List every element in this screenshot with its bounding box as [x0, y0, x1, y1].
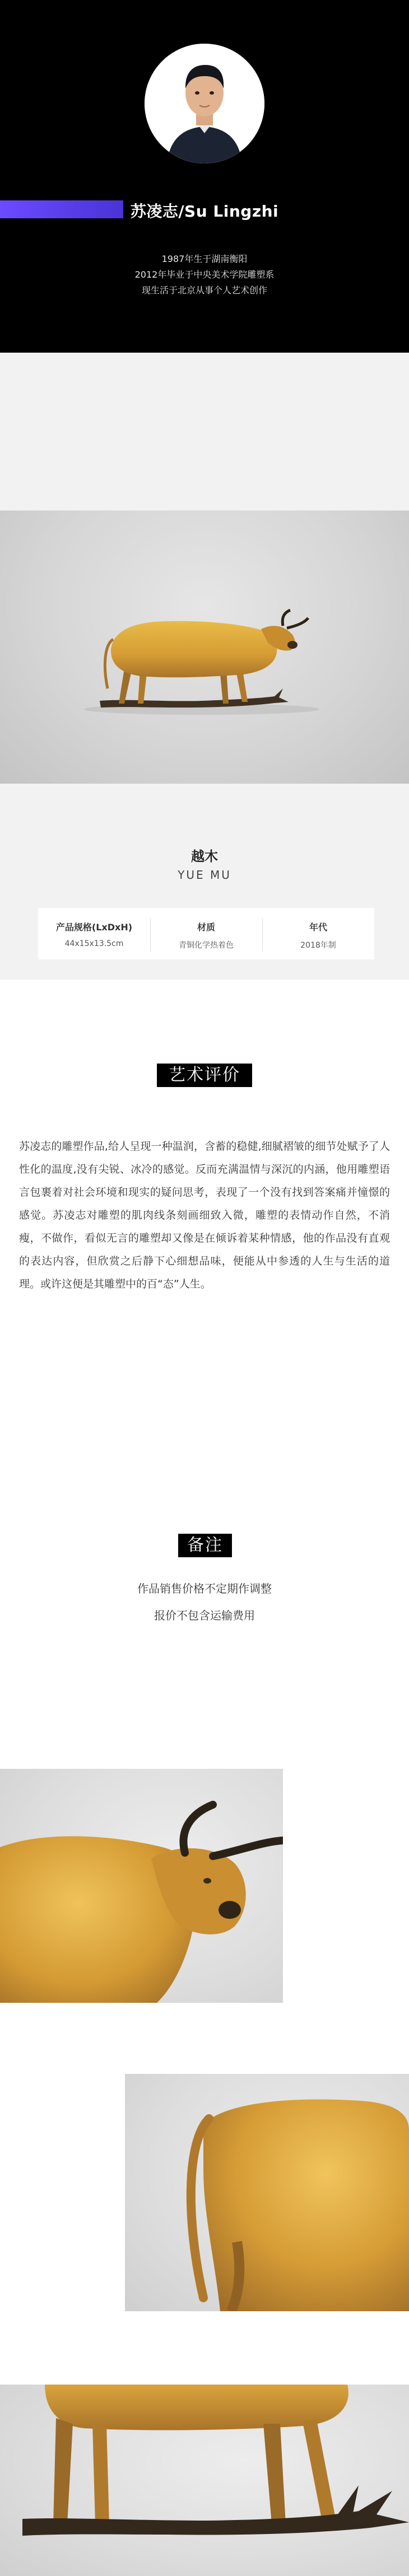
- sculpture-detail-rear: [125, 2074, 409, 2311]
- artwork-title-en: YUE MU: [178, 868, 231, 882]
- spec-size: [38, 908, 150, 959]
- sculpture-detail-base: [0, 2385, 409, 2576]
- sculpture-detail-head: [0, 1769, 283, 2003]
- spacer-band: [0, 353, 409, 510]
- bronze-ox-image: [0, 510, 409, 784]
- note-heading: 备注: [178, 1534, 232, 1557]
- ox-rear-closeup-image: [125, 2074, 409, 2311]
- spec-year: [262, 908, 374, 959]
- spec-year-value: 2018年制: [300, 941, 336, 950]
- bio-line-1: 1987年生于湖南衡阳: [161, 254, 248, 264]
- review-body: 苏凌志的雕塑作品,给人呈现一种温润，含蓄的稳健,细腻褶皱的细节处赋予了人性化的温度,没有尖锐、冰冷的感觉。反而充满温情与深沉的内涵，他用雕塑语言包裹着对社会环境和现实的疑问思考，表现了一个没有找到答案痛并憧憬的感觉。苏凌志对雕塑的肌肉线条刻画细致入微，雕塑的表情动作自然，不消瘦，不做作，看似无言的雕塑却又像是在倾诉着某种情感，他的作品没有直观的表达内容，但欣赏之后静下心细想品味，便能从中参透的人生与生活的道理。或许这便是其雕塑中的百“态”人生。: [19, 1140, 390, 1290]
- review-heading: 艺术评价: [157, 1064, 252, 1087]
- sculpture-main-photo: [0, 510, 409, 784]
- note-line-2: 报价不包含运输费用: [154, 1609, 255, 1622]
- spec-size-label: 产品规格(LxDxH): [55, 922, 133, 933]
- spec-card: [38, 908, 374, 959]
- portrait-image: [145, 44, 264, 163]
- spec-material: [150, 908, 262, 959]
- bio-line-3: 现生活于北京从事个人艺术创作: [141, 285, 267, 296]
- ox-legs-branch-image: [0, 2385, 409, 2576]
- artist-avatar: [145, 44, 264, 163]
- artwork-title-zh: 越木: [191, 849, 218, 864]
- spec-material-label: 材质: [197, 922, 215, 933]
- note-line-1: 作品销售价格不定期作调整: [137, 1582, 272, 1595]
- artist-name: 苏凌志/Su Lingzhi: [130, 202, 279, 221]
- ox-head-closeup-image: [0, 1769, 283, 2003]
- spec-material-value: 青铜化学热着色: [179, 941, 234, 950]
- bio-line-2: 2012年毕业于中央美术学院雕塑系: [134, 269, 275, 280]
- spec-size-value: 44x15x13.5cm: [64, 939, 124, 948]
- spec-year-label: 年代: [309, 922, 327, 933]
